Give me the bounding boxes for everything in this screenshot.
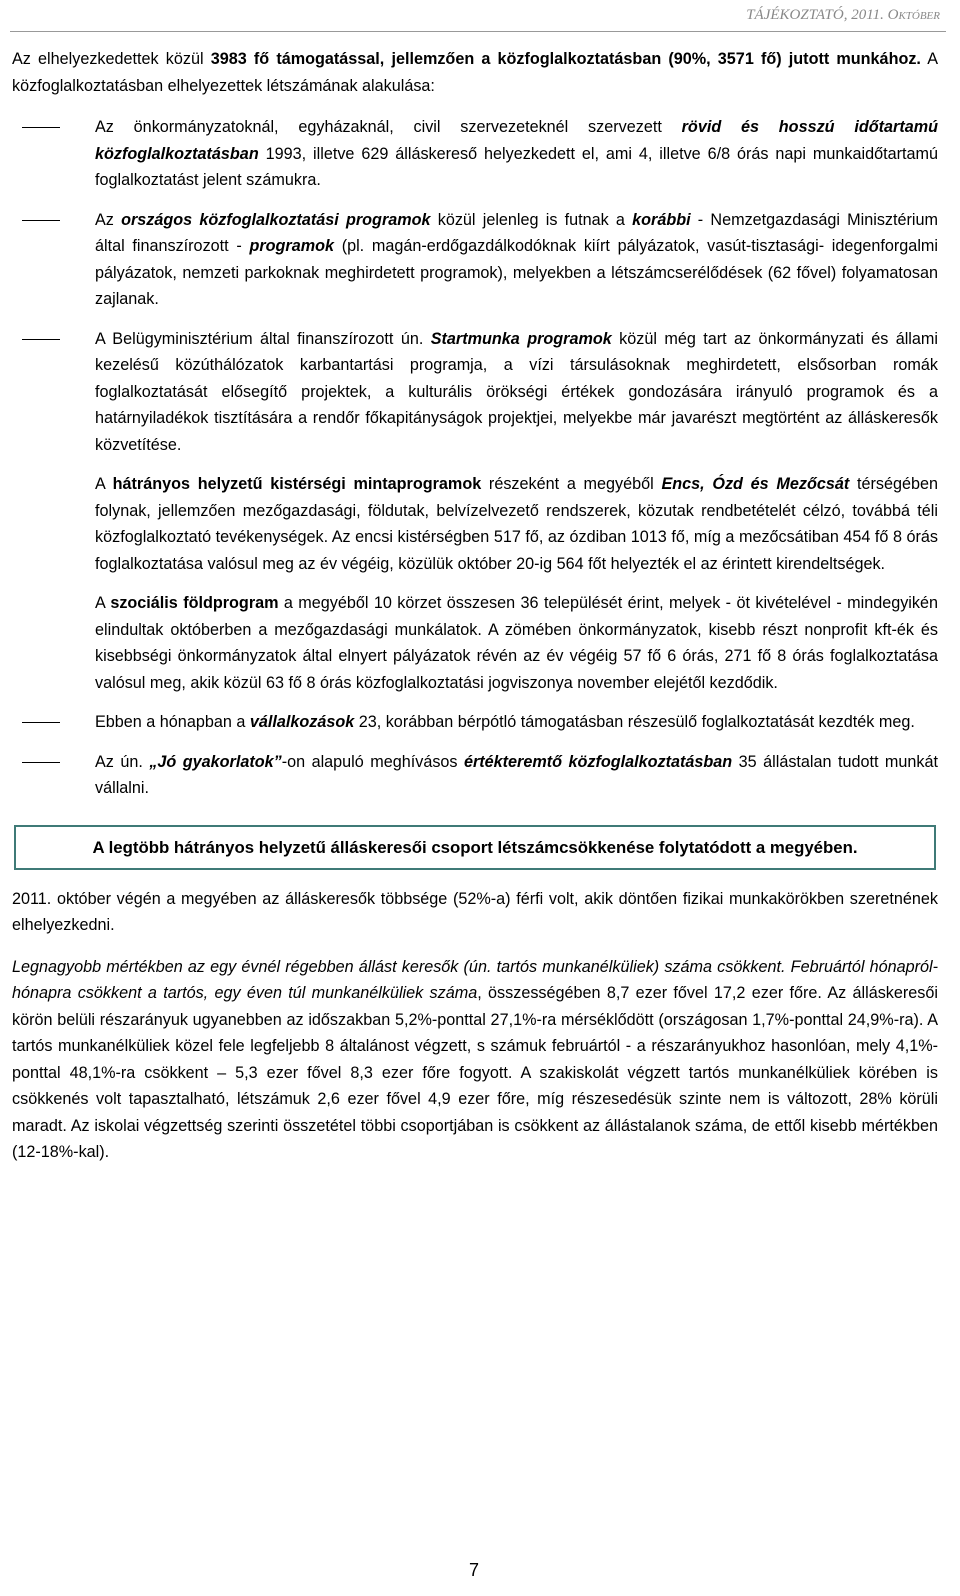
section-heading: A legtöbb hátrányos helyzetű álláskeresői csoport létszámcsökkenése folytatódott a megyében. — [92, 837, 858, 857]
text-run: A — [95, 475, 113, 493]
body-paragraph — [12, 954, 938, 1166]
foldprogram-paragraph — [12, 590, 938, 696]
text-run: (pl. magán-erdőgazdálkodóknak kiírt pályázatok, vasút-tisztasági- idegenforgalmi pályázatok, nemzeti parkoknak meghirdetett programok), melyekben a létszámcserélődések (62 fővel) folyamatosan zajlanak. — [95, 237, 938, 308]
text-run: közül még tart az önkormányzati és állami kezelésű közúthálózatok karbantartási programja, a vízi társulásoknak meghirdetett, elsősorban romák foglalkoztatását elősegítő projektek, a kulturális örökségi értékek gondozására irányuló programok és a határnyiladékok tisztítására a rendőr főkapitányságok projektjei, melyekbe már javarészt megtörtént az álláskeresők közvetítése. — [95, 329, 938, 454]
text-run: Encs, Ózd és Mezőcsát — [661, 475, 850, 493]
text-run: -on alapuló meghívásos — [281, 752, 464, 771]
text-run: rövid és hosszú időtartamú közfoglalkoztatásban — [95, 118, 938, 163]
list-item — [12, 749, 938, 802]
text-run: Ebben a hónapban a — [95, 713, 250, 731]
text-run: értékteremtő közfoglalkoztatásban — [463, 752, 733, 771]
header-month: Október — [887, 7, 940, 23]
text-run: 35 állástalan tudott munkát vállalni. — [95, 752, 939, 797]
text-run: Az ún. — [95, 752, 150, 771]
text-run: , összességében 8,7 ezer fővel 17,2 ezer főre. Az álláskeresői körön belüli részarányuk ugyanebben az időszakban 5,2%-ponttal 27,1%-ra mérséklődött (országosan 1,7%-ponttal 24,9%-ra). A tartós munkanélküliek közel fele legfeljebb 8 általánost végzett, s számuk februártól - a részarányukhoz hasonlóan, mely 4,1%-ponttal 48,1%-ra csökkent – 5,3 ezer fővel 8,3 ezer főre fogyott. A szakiskolát végzett tartós munkanélküliek körében is csökkenés volt tapasztalható, létszámuk 2,6 ezer fővel 4,9 ezer főre, míg részesedésük szinte nem is változott, 28% körüli maradt. Az iskolai végzettség szerinti összetétel többi csoportjában is csökkent az állástalanok száma, de ettől kisebb mértékben (12-18%-kal). — [12, 984, 938, 1161]
text-run: a megyéből 10 körzet összesen 36 települését érint, melyek - öt kivételével - mindegyikén elindultak októberben a mezőgazdasági munkálatok. A zömében önkormányzatok, kisebb részt nonprofit kft-ék és kisebbségi önkormányzatok által elnyert pályázatok révén az év végéig 57 fő 6 órás, 271 fő 8 órás foglalkoztatása valósul meg, akik közül 63 fő 8 órás közfoglalkoztatási jogviszonya november elejétől kezdődik. — [95, 594, 938, 692]
text-run: Az elhelyezkedettek közül — [12, 50, 211, 68]
text-run: Startmunka programok — [430, 329, 612, 348]
text-run: A közfoglalkoztatásban elhelyezettek létszámának alakulása: — [12, 50, 938, 95]
header-divider — [10, 31, 946, 32]
text-run: vállalkozások — [249, 713, 355, 731]
body-paragraph: 2011. október végén a megyében az álláskeresők többsége (52%-a) férfi volt, akik döntően fizikai munkakörökben szeretnének elhelyezkedni. — [12, 889, 938, 934]
text-run: Az — [95, 210, 122, 229]
text-run: korábbi — [632, 210, 691, 229]
text-run: térségében folynak, jellemzően mezőgazdasági, földutak, belvízelvezető rendszerek, közutak rendbetételét célzó, továbbá téli közfoglalkoztató tevékenységek. Az encsi kistérségben 517 fő, az ózdiban 1013 fő, míg a mezőcsátiban 454 fő 8 órás foglalkoztatása valósul meg az év végéig, közülük október 20-ig 564 főt helyezték el az érintett kirendeltségek. — [95, 475, 938, 573]
text-run: 23, korábban bérpótló támogatásban részesülő foglalkoztatását kezdték meg. — [354, 713, 915, 731]
text-run: - Nemzetgazdasági Minisztérium által finanszírozott - — [95, 210, 938, 255]
list-item — [12, 326, 938, 459]
text-run: A Belügyminisztérium által finanszírozott ún. — [95, 329, 431, 348]
text-run: „Jó gyakorlatok” — [149, 752, 282, 771]
text-run: közül jelenleg is futnak a — [430, 210, 633, 229]
intro-paragraph — [12, 46, 938, 99]
text-run: részeként a megyéből — [481, 475, 662, 493]
text-run: 1993, illetve 629 álláskereső helyezkedett el, ami 4, illetve 6/8 órás napi munkaidőtartamú foglalkoztatást jelent számukra. — [95, 144, 938, 189]
page-number: 7 — [468, 1560, 479, 1580]
header-title: TÁJÉKOZTATÓ, 2011. — [746, 7, 884, 23]
list-item — [12, 114, 938, 194]
text-run: országos közfoglalkoztatási programok — [121, 210, 431, 229]
section-heading-box — [14, 825, 936, 870]
list-item — [12, 709, 938, 736]
list-item — [12, 207, 938, 313]
mintaprogram-paragraph — [12, 471, 938, 577]
text-run: Legnagyobb mértékben az egy évnél régebben állást keresők (ún. tartós munkanélküliek) száma csökkent. Februártól hónapról-hónapra csökkent a tartós, egy éven túl munkanélküliek száma — [12, 957, 938, 1002]
text-run: programok — [249, 237, 334, 255]
text-run: szociális földprogram — [110, 594, 279, 612]
text-run: 3983 fő támogatással, jellemzően a közfoglalkoztatásban (90%, 3571 fő) jutott munkához. — [210, 50, 921, 68]
document-body — [12, 46, 938, 1181]
running-header — [746, 7, 940, 24]
text-run: Az önkormányzatoknál, egyházaknál, civil szervezeteknél szervezett — [95, 118, 682, 136]
text-run: A — [95, 594, 111, 612]
text-run: hátrányos helyzetű kistérségi mintaprogramok — [112, 475, 482, 493]
